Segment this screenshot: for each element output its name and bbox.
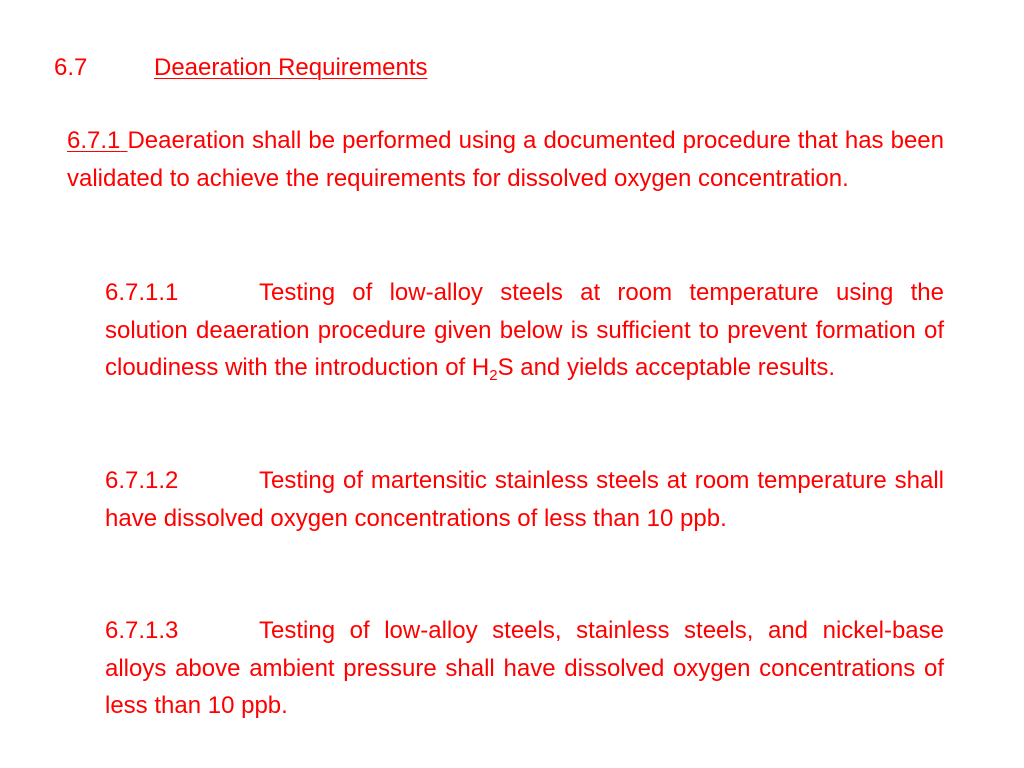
paragraph-6-7-1-1-text-before: Testing of low-alloy steels at room temperature using the solution deaeration procedure given below is sufficient to prevent formation of cloudiness with the introduction of H: [105, 279, 944, 381]
paragraph-6-7-1-number: 6.7.1: [67, 127, 121, 154]
paragraph-6-7-1-2: [105, 462, 944, 537]
paragraph-6-7-1-1-subscript: 2: [489, 367, 498, 384]
paragraph-6-7-1-3: [105, 612, 944, 725]
section-heading-number: 6.7: [54, 54, 88, 81]
paragraph-6-7-1: [67, 122, 944, 197]
paragraph-6-7-1-1-number: 6.7.1.1: [105, 279, 179, 306]
paragraph-6-7-1-3-number: 6.7.1.3: [105, 617, 179, 644]
paragraph-6-7-1-1: [105, 274, 944, 387]
paragraph-6-7-1-3-text: Testing of low-alloy steels, stainless steels, and nickel-base alloys above ambient pressure shall have dissolved oxygen concentrations of less than 10 ppb.: [105, 617, 944, 719]
paragraph-6-7-1-2-text: Testing of martensitic stainless steels at room temperature shall have dissolved oxygen concentrations of less than 10 ppb.: [105, 467, 944, 532]
paragraph-6-7-1-2-number: 6.7.1.2: [105, 467, 179, 494]
paragraph-6-7-1-text: Deaeration shall be performed using a documented procedure that has been validated to achieve the requirements for dissolved oxygen concentration.: [67, 127, 945, 192]
section-heading: [54, 52, 427, 84]
paragraph-6-7-1-1-text-after: S and yields acceptable results.: [497, 354, 836, 381]
section-heading-title: Deaeration Requirements: [154, 54, 428, 81]
